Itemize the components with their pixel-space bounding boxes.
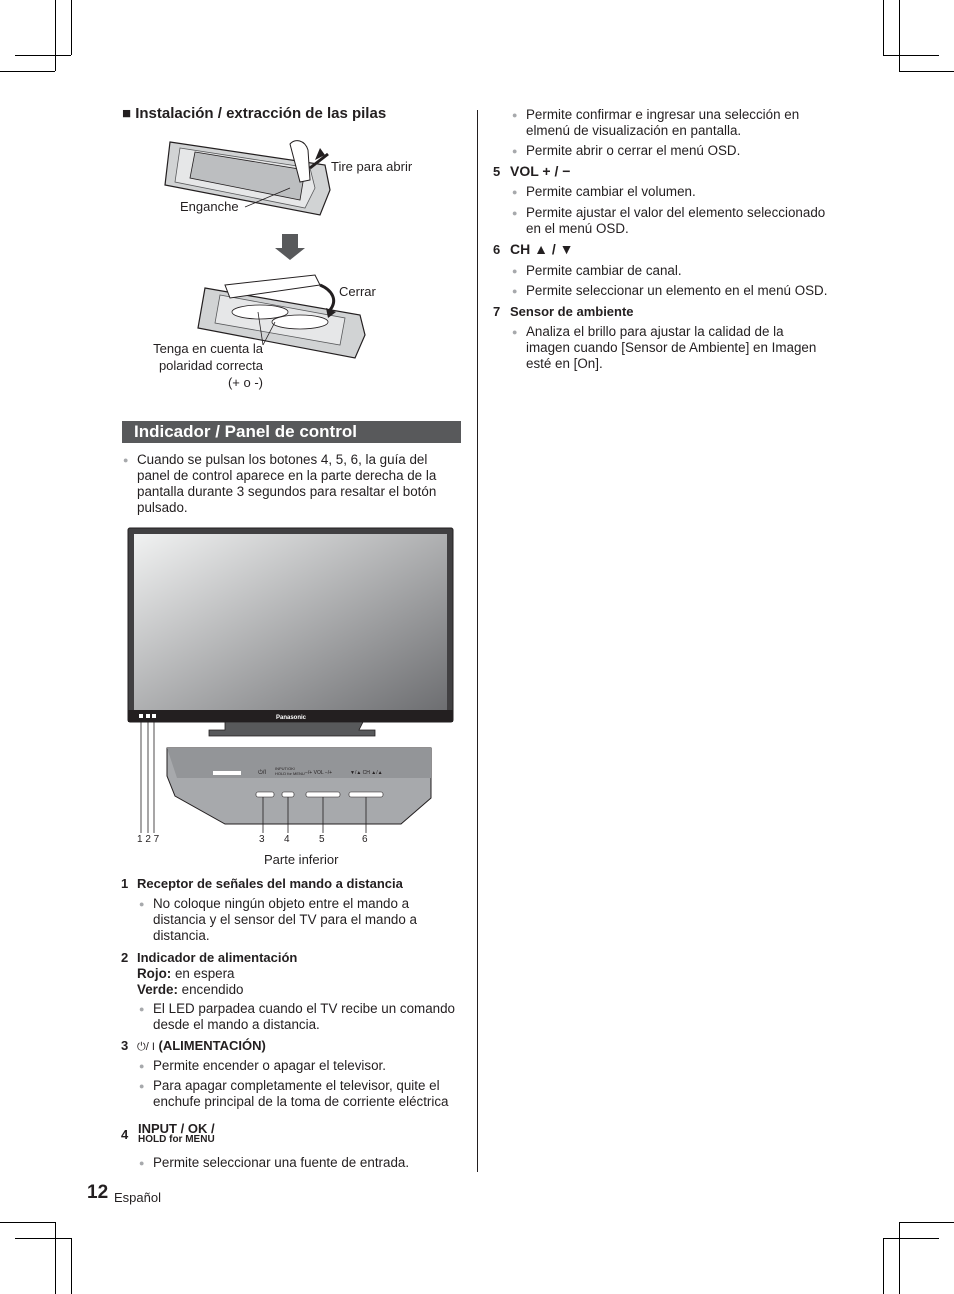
- crop-mark: [899, 71, 954, 72]
- crop-mark: [71, 0, 72, 55]
- panel-vol-label: −/+ VOL −/+: [305, 770, 333, 776]
- label-polarity-1: Tenga en cuenta la: [153, 341, 263, 356]
- item-5-number: 5: [493, 164, 501, 179]
- item-6-bullet-1: ● Permite cambiar de canal.: [512, 263, 682, 279]
- crop-mark: [899, 1222, 900, 1294]
- panel-ch-label: ▼/▲ CH ▲/▲: [350, 770, 383, 776]
- arrow-down-icon: [275, 234, 305, 260]
- crop-mark: [883, 1238, 884, 1294]
- crop-mark: [899, 1222, 954, 1223]
- item-6-number: 6: [493, 242, 501, 257]
- crop-mark: [15, 55, 71, 56]
- callout-5: 5: [319, 834, 325, 845]
- item-3-number: 3: [121, 1038, 129, 1053]
- item-2-bullet: ● El LED parpadea cuando el TV recibe un comando desde el mando a distancia.: [139, 1001, 455, 1033]
- svg-text:HOLD for MENU: HOLD for MENU: [275, 771, 305, 776]
- crop-mark: [55, 0, 56, 71]
- item-5-bullet-1: ● Permite cambiar el volumen.: [512, 184, 696, 200]
- label-pull: Tire para abrir: [331, 159, 413, 174]
- item-4-number: 4: [121, 1127, 129, 1142]
- item-2-red: Rojo: en espera: [137, 966, 235, 981]
- section-title-bar: Indicador / Panel de control: [122, 421, 461, 443]
- tv-brand-logo: Panasonic: [275, 715, 307, 721]
- callout-1-2-7: 1 2 7: [137, 834, 160, 845]
- panel-input-button: [282, 792, 294, 797]
- item-2-number: 2: [121, 950, 129, 965]
- item-4-bullet: ● Permite seleccionar una fuente de entrada.: [139, 1155, 409, 1171]
- item-6-bullet-2: ● Permite seleccionar un elemento en el menú OSD.: [512, 283, 827, 299]
- item-3-bullet-2: ● Para apagar completamente el televisor, quite el enchufe principal de la toma de corriente eléctrica: [139, 1078, 449, 1110]
- item-3-title: ⏻/ I (ALIMENTACIÓN): [137, 1038, 266, 1053]
- item-2-green: Verde: encendido: [137, 982, 244, 997]
- battery-section-title: ■ Instalación / extracción de las pilas: [122, 105, 387, 122]
- intro-bullet: ● Cuando se pulsan los botones 4, 5, 6, la guía del panel de control aparece en la parte derecha de la pantalla durante 3 segundos para resaltar el botón pulsado.: [123, 452, 436, 516]
- label-close: Cerrar: [339, 284, 376, 299]
- crop-mark: [883, 55, 939, 56]
- tv-illustration: [125, 526, 457, 846]
- item-7-title: Sensor de ambiente: [510, 304, 634, 319]
- panel-ch-button: [349, 792, 383, 797]
- crop-mark: [0, 1222, 55, 1223]
- crop-mark: [899, 0, 900, 71]
- panel-power-button: [256, 792, 274, 797]
- item-5-bullet-2: ● Permite ajustar el valor del elemento seleccionado en el menú OSD.: [512, 205, 825, 237]
- item-4-title: INPUT / OK /: [138, 1121, 215, 1136]
- crop-mark: [55, 1222, 56, 1294]
- callout-4: 4: [284, 834, 290, 845]
- item-1-number: 1: [121, 876, 129, 891]
- item-7-number: 7: [493, 304, 501, 319]
- column-divider: [477, 110, 478, 1172]
- label-hook: Enganche: [180, 199, 239, 214]
- item-2-title: Indicador de alimentación: [137, 950, 298, 965]
- power-icon: ⏻/ I: [137, 1041, 155, 1053]
- panel-vol-button: [306, 792, 340, 797]
- item-5-title: VOL + / −: [510, 163, 571, 179]
- item-7-bullet: ● Analiza el brillo para ajustar la calidad de la imagen cuando [Sensor de Ambiente] en Imagen esté en [On].: [512, 324, 816, 372]
- crop-mark: [0, 71, 55, 72]
- panel-power-label: ⏻/I: [258, 770, 267, 776]
- callout-6: 6: [362, 834, 368, 845]
- item-6-title: CH ▲ / ▼: [510, 241, 574, 257]
- item-4-bullet-3: ● Permite abrir o cerrar el menú OSD.: [512, 143, 740, 159]
- page-number: 12: [87, 1182, 109, 1203]
- crop-mark: [71, 1238, 72, 1294]
- item-4-subtitle: HOLD for MENU: [138, 1134, 215, 1145]
- svg-text:INPUT/OK/: INPUT/OK/: [275, 766, 296, 771]
- item-3-bullet-1: ● Permite encender o apagar el televisor.: [139, 1058, 386, 1074]
- crop-mark: [883, 1238, 939, 1239]
- item-4-bullet-2: ● Permite confirmar e ingresar una selección en elmenú de visualización en pantalla.: [512, 107, 799, 139]
- bottom-label: Parte inferior: [264, 852, 339, 867]
- item-1-bullet: ● No coloque ningún objeto entre el mando a distancia y el sensor del TV para el mando a distancia.: [139, 896, 417, 944]
- language-label: Español: [114, 1190, 161, 1205]
- label-polarity-2: polaridad correcta: [158, 358, 263, 373]
- item-1-title: Receptor de señales del mando a distancia: [137, 876, 403, 891]
- crop-mark: [15, 1238, 71, 1239]
- crop-mark: [883, 0, 884, 55]
- callout-3: 3: [259, 834, 265, 845]
- label-polarity-3: (+ o -): [227, 375, 263, 390]
